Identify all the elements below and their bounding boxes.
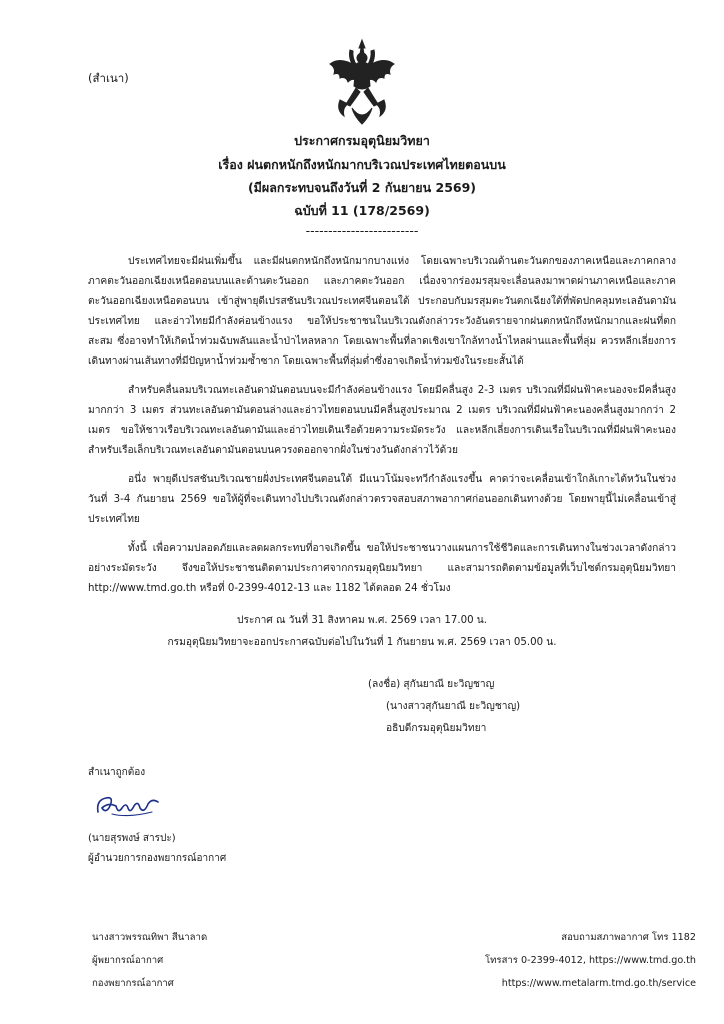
issue-number: ฉบับที่ 11 (178/2569) <box>294 203 430 218</box>
hotline-info: สอบถามสภาพอากาศ โทร 1182 <box>561 932 696 943</box>
garuda-emblem-icon <box>326 38 398 126</box>
signer-position: อธิบดีกรมอุตุนิยมวิทยา <box>386 723 487 734</box>
announce-date: ประกาศ ณ วันที่ 31 สิงหาคม พ.ศ. 2569 เวลา 17.00 น. <box>236 615 487 626</box>
footer-contact-left <box>92 926 207 995</box>
signature-block <box>368 674 520 740</box>
next-issue-note: กรมอุตุนิยมวิทยาจะออกประกาศฉบับต่อไปในวันที่ 1 กันยายน พ.ศ. 2569 เวลา 05.00 น. <box>167 637 557 648</box>
certifier-name: (นายสุรพงษ์ สารปะ) <box>88 833 176 844</box>
paragraph-rain-forecast: ประเทศไทยจะมีฝนเพิ่มขึ้น และมีฝนตกหนักถึงหนักมากบางแห่ง โดยเฉพาะบริเวณด้านตะวันตกของภาคเหนือและภาคกลาง ภาคตะวันออกเฉียงเหนือตอนบนและด้านตะวันออก และภาคตะวันออก เนื่องจากร่องมรสุมจะเลื่อนลงมาพาดผ่านภาคเหนือและภาคตะวันออกเฉียงเหนือตอนบน เข้าสู่พายุดีเปรสชันบริเวณประเทศจีนตอนใต้ ประกอบกับมรสุมตะวันตกเฉียงใต้ที่พัดปกคลุมทะเลอันดามัน ประเทศไทย และอ่าวไทยมีกำลังค่อนข้างแรง ขอให้ประชาชนในบริเวณดังกล่าวระวังอันตรายจากฝนตกหนักถึงหนักมากและฝนที่ตกสะสม ซึ่งอาจทำให้เกิดน้ำท่วมฉับพลันและน้ำป่าไหลหลาก โดยเฉพาะพื้นที่ลาดเชิงเขาใกล้ทางน้ำไหลผ่านและพื้นที่ลุ่ม ควรหลีกเลี่ยงการเดินทางผ่านเส้นทางที่มีปัญหาน้ำท่วมซ้ำซาก โดยเฉพาะพื้นที่ลุ่มต่ำซึ่งอาจเกิดน้ำท่วมขังในระยะสั้นได้ <box>88 256 676 367</box>
signer-full-name: (นางสาวสุกันยาณี ยะวิญชาญ) <box>386 701 521 712</box>
announcement-body <box>88 252 676 608</box>
paragraph-depression: อนึ่ง พายุดีเปรสชันบริเวณชายฝั่งประเทศจีนตอนใต้ มีแนวโน้มจะทวีกำลังแรงขึ้น คาดว่าจะเคลื่อนเข้าใกล้เกาะไต้หวันในช่วงวันที่ 3-4 กันยายน 2569 ขอให้ผู้ที่จะเดินทางไปบริเวณดังกล่าวตรวจสอบสภาพอากาศก่อนออกเดินทางด้วย โดยพายุนี้ไม่เคลื่อนเข้าสู่ประเทศไทย <box>88 474 676 525</box>
footer-contact-right <box>485 926 696 995</box>
certifier-position: ผู้อำนวยการกองพยากรณ์อากาศ <box>88 853 227 864</box>
handwritten-signature-icon <box>92 792 162 820</box>
announcement-subject: เรื่อง ฝนตกหนักถึงหนักมากบริเวณประเทศไทยตอนบน <box>218 157 506 172</box>
forecaster-role: ผู้พยากรณ์อากาศ <box>92 955 164 966</box>
metalarm-link[interactable]: https://www.metalarm.tmd.go.th/service <box>501 978 696 989</box>
paragraph-advice: ทั้งนี้ เพื่อความปลอดภัยและลดผลกระทบที่อาจเกิดขึ้น ขอให้ประชาชนวางแผนการใช้ชีวิตและการเดินทางในช่วงเวลาดังกล่าวอย่างระมัดระวัง จึงขอให้ประชาชนติดตามประกาศจากกรมอุตุนิยมวิทยา และสามารถติดตามข้อมูลที่เว็บไซต์กรมอุตุนิยมวิทยา http://www.tmd.go.th หรือที่ 0-2399-4012-13 และ 1182 ได้ตลอด 24 ชั่วโมง <box>88 543 676 594</box>
effective-period: (มีผลกระทบจนถึงวันที่ 2 กันยายน 2569) <box>247 180 477 195</box>
fax-website-info: โทรสาร 0-2399-4012, https://www.tmd.go.th <box>484 955 696 966</box>
forecaster-division: กองพยากรณ์อากาศ <box>92 978 174 989</box>
copy-mark: (สำเนา) <box>88 71 129 85</box>
title-divider: ------------------------- <box>305 223 419 238</box>
paragraph-sea-conditions: สำหรับคลื่นลมบริเวณทะเลอันดามันตอนบนจะมีกำลังค่อนข้างแรง โดยมีคลื่นสูง 2-3 เมตร บริเวณที่มีฝนฟ้าคะนองจะมีคลื่นสูงมากกว่า 3 เมตร ส่วนทะเลอันดามันตอนล่างและอ่าวไทยตอนบนมีคลื่นสูงประมาณ 2 เมตร บริเวณที่มีฝนฟ้าคะนองคลื่นสูงมากกว่า 2 เมตร ขอให้ชาวเรือบริเวณทะเลอันดามันและอ่าวไทยเดินเรือด้วยความระมัดระวัง และหลีกเลี่ยงการเดินเรือในบริเวณที่มีฝนฟ้าคะนอง สำหรับเรือเล็กบริเวณทะเลอันดามันตอนบนควรงดออกจากฝั่งในช่วงวันดังกล่าวไว้ด้วย <box>88 385 676 456</box>
signed-line: (ลงชื่อ) สุกันยาณี ยะวิญชาญ <box>368 679 495 690</box>
certified-copy-label: สำเนาถูกต้อง <box>88 767 146 778</box>
forecaster-name: นางสาวพรรณทิพา สีนาลาด <box>92 932 208 943</box>
announcement-title: ประกาศกรมอุตุนิยมวิทยา <box>294 133 430 148</box>
